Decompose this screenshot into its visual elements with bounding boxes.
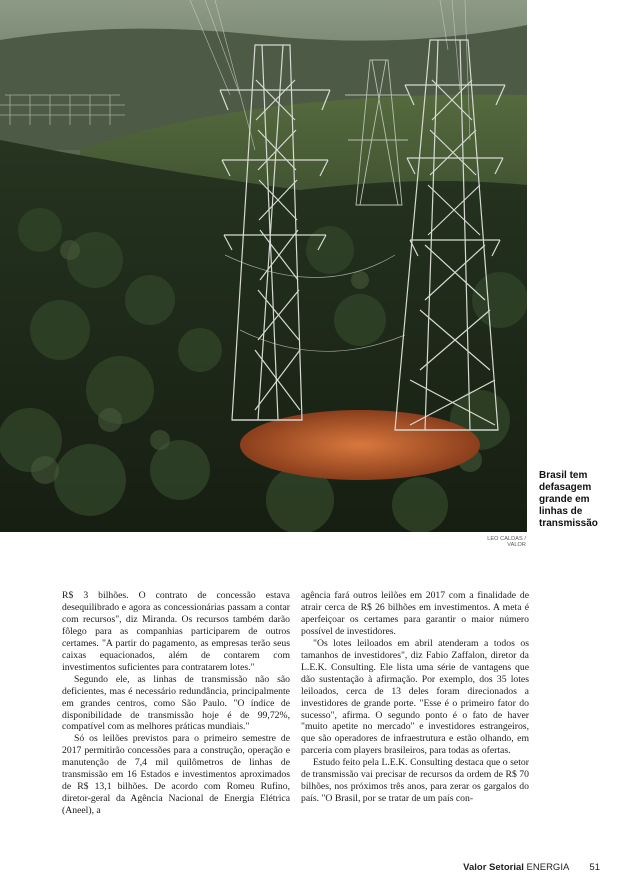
paragraph: Segundo ele, as linhas de transmissão não são deficientes, mas é necessário redundância, principalmente em grandes centros, como São Paulo. "O índice de disponibilidade de transmissão hoje é de 99,72%, compatível com as melhores práticas mundiais." [62,673,290,733]
paragraph: Estudo feito pela L.E.K. Consulting destaca que o setor de transmissão vai precisar de recursos da ordem de R$ 70 bilhões, nos próximos três anos, para zerar os gargalos do país. "O Brasil, por se tratar de um país con- [301,757,529,805]
paragraph: agência fará outros leilões em 2017 com a finalidade de atrair cerca de R$ 26 bilhões em investimentos. A meta é aperfeiçoar os certames para garantir o maior número possível de investidores. [301,590,529,637]
paragraph: Só os leilões previstos para o primeiro semestre de 2017 permitirão concessões para a construção, operação e manutenção de 7,4 mil quilômetros de linhas de transmissão em 16 Estados e investimentos aproximados de R$ 13,1 bilhões. De acordo com Romeu Rufino, diretor-geral da Agência Nacional de Energia Elétrica (Aneel), a [62,733,290,817]
article-left-column [62,590,290,817]
article-right-column [301,590,529,805]
paragraph: R$ 3 bilhões. O contrato de concessão estava desequilibrado e agora as concessionárias passam a contar com recursos", diz Miranda. Os recursos também darão fôlego para as companhias participarem de outros certames. "A partir do pagamento, as empresas terão seus caixas equacionados, além de contarem com investimentos suficientes para contratarem lotes." [62,590,290,673]
section-name: ENERGIA [526,862,569,873]
paragraph: "Os lotes leiloados em abril atenderam a todos os tamanhos de investidores", diz Fabio Zaffalon, diretor da L.E.K. Consulting. Ele lista uma série de vantagens que dão sustentação à afirmação. Por exemplo, dos 35 lotes leiloados, cerca de 13 deles foram direcionados a investidores de grande porte. "Esse é o primeiro fator do sucesso", afirma. O segundo ponto é o fato de haver "muito apetite no mercado" e investidores estrangeiros, que são operadores de infraestrutura e estão olhando, em parceria com players brasileiros, para todas as ofertas. [301,637,529,757]
page-number: 51 [589,862,600,873]
photo-credit: LEO CALDAS / VALOR [487,536,526,548]
photo-caption: Brasil tem defasagem grande em linhas de transmissão [539,470,598,529]
publication-name: Valor Setorial [463,862,524,873]
page-footer [410,862,600,873]
